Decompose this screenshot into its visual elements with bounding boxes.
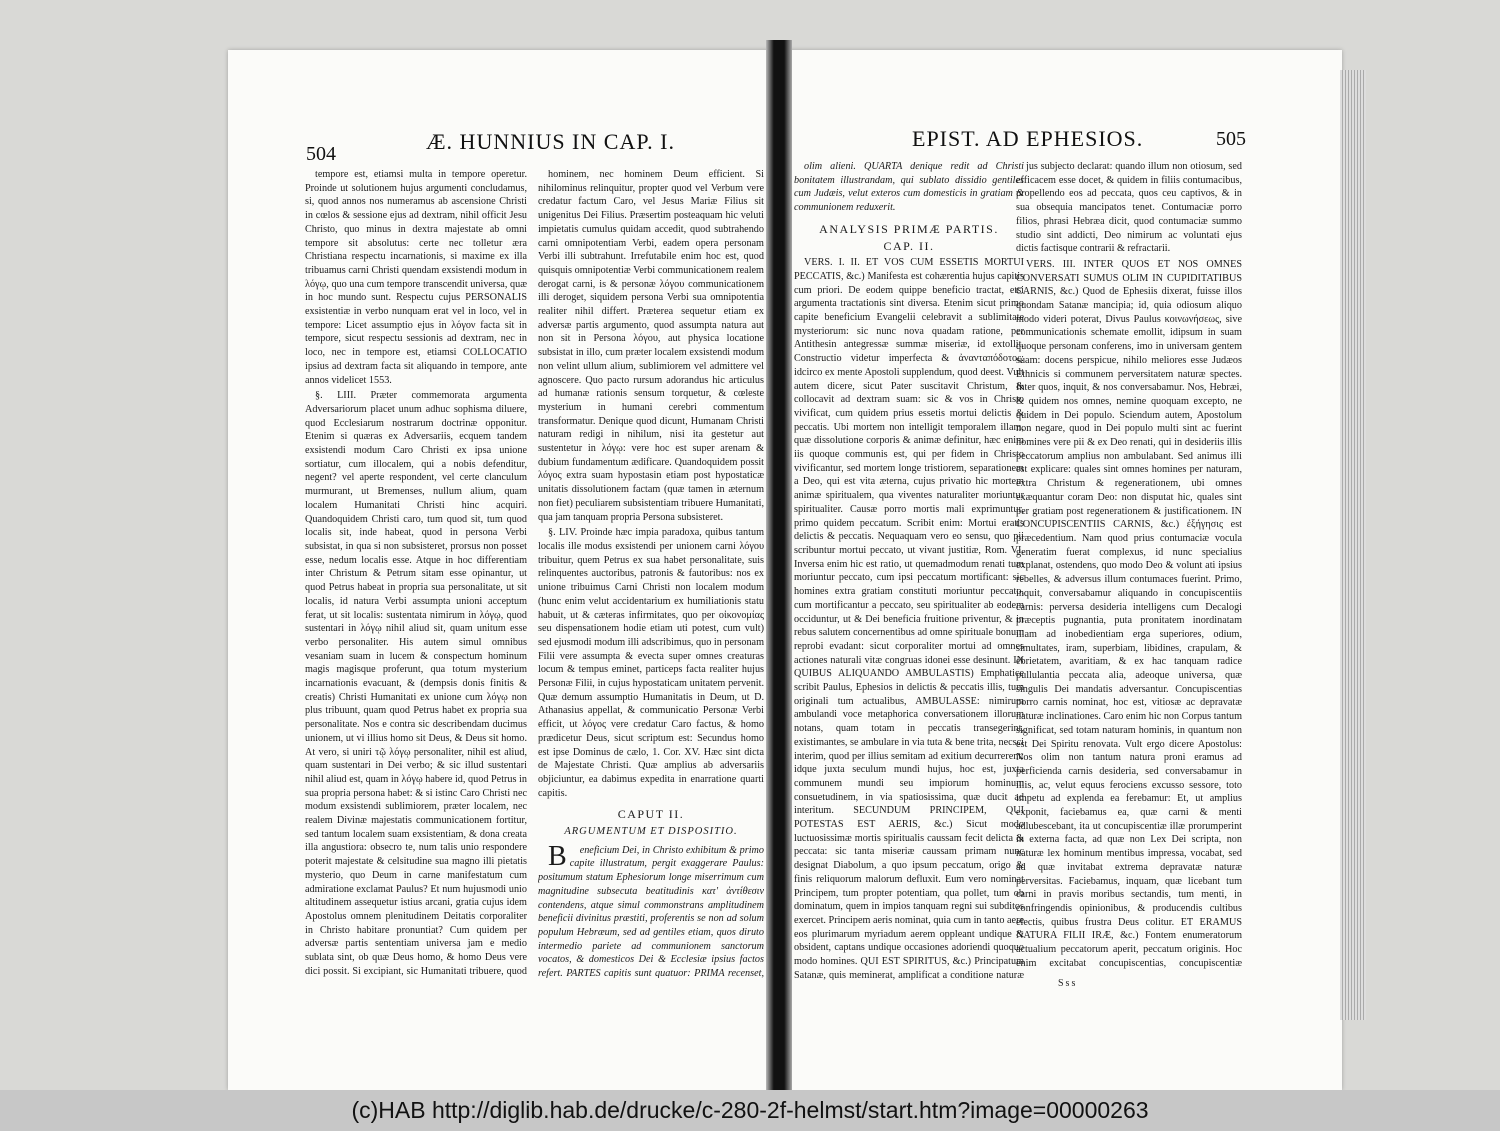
right-page-column-2 — [1016, 160, 1242, 970]
chapter-subtitle: ARGUMENTUM ET DISPOSITIO. — [564, 826, 738, 838]
right-page-number: 505 — [1216, 128, 1246, 150]
paragraph: §. LIV. Proinde hæc impia paradoxa, quibus tantum localis ille modus exsistendi per unionem carni λόγου tribuitur, quem Petrus ex sua habet personalitate, suis relinquentes auctoribus, patronis & fautoribus: nos ex unione tribuimus Carni Christi non localem modum (hunc enim velut accidentarium ex humiliationis statu habuit, ut & cæteras infirmitates, quo per οἰκονομίας seu dispensationem hodie etiam uti potest, cum vult) sed ejusmodi modum illi adscribimus, quo in personam Filii vere assumpta & evecta super omnes creaturas locum & tempus eminet, particeps facta realiter hujus Personæ Filii, in cujus hypostaticam unitatem pervenit. Quæ demum assumptio Humanitatis in Deum, ut D. Athanasius appellat, & communicatio Personæ Verbi efficit, ut λόγος vere credatur Caro factus, & homo prædicetur Deus, sicut scriptum est: Secundus homo est ipse Dominus de cælo, 1. Cor. XV. Hæc sint dicta de Majestate Christi. Quæ amplius ab adversariis objiciuntur, ea dabimus expedita in enarratione quarti capitis. — [538, 527, 764, 799]
right-page-column-1 — [794, 160, 1024, 980]
paragraph: jus subjecto declarat: quando illum non otiosum, sed efficacem esse docet, & quidem in filiis contumacibus, propellendo eos ad peccata, quos ceu captivos, & in sua obsequia mancipatos tenet. Contumaciæ porro filios, phrasi Hebræa dicit, quod contumaciæ summo studio sint addicti, Deo nimirum ac voluntati ejus dictis factisque contrarii & refractarii. — [1016, 161, 1242, 255]
book-gutter — [766, 40, 792, 1090]
left-page-column-2 — [538, 168, 764, 978]
left-page-number: 504 — [306, 143, 336, 165]
paragraph: VERS. I. II. ET VOS CUM ESSETIS MORTUI PECCATIS, &c.) Manifesta est cohærentia hujus capitis cum priori. De eodem quippe beneficio tractat, etsi argumenta tractationis sint diversa. Etenim sicut primo capite beneficium Evangelii celebravit a sublimitate mysteriorum: sic nunc nova quadam ratione, per Antithesin antegressæ summæ miseriæ, id extollit. Constructio videtur imperfecta & ἀνανταπόδοτος: idcirco ex mente Apostoli supplendum, quod deest. Vult autem dicere, sicut Pater suscitavit Christum, & collocavit ad dextram suam: sic & vos in Christo vivificat, cum quidem prius essetis mortui delictis & peccatis. Ubi mortem non intelligit temporalem illam, quæ dissolutione corporis & animæ definitur, hæc enim iis quoque communis est, qui per fidem in Christo vivificantur, sed mortem longe tristiorem, separationem a Deo, qui est vita æterna, cujus privatio hic mortem animæ spiritualem, qua viventes naturaliter moriuntur spiritualiter. Causæ porro mortis mali exprimuntur, primo quidem peccatum. Scribit enim: Mortui eratis delictis & peccatis. Nequaquam vero eo sensu, quo pii scribuntur mortui peccato, ut vivant justitiæ, Rom. VI. Inversa enim hic est ratio, ut quemadmodum renati tum moriuntur peccato, cum ipsi peccatum mortificant: sic homines extra gratiam constituti moriuntur peccato, cum mortificantur a peccato, seu spiritualiter ab eodem occiduntur, ut & Dei beneficia fruitione priventur, & in rebus salutem concernentibus ad omne spirituale bonum reprobi evadant: sicut corporaliter mortui ad omnes actiones naturali vitæ congruas idonei esse desinunt. IN QUIBUS ALIQUANDO AMBULASTIS) Emphatice scribit Paulus, Ephesios in delictis & peccatis illis, tum originali tum actualibus, AMBULASSE: nimirum ambulandi voce metaphorica conversationem illorum notans, quam totam in peccatis transegerint, existimantes, se ambulare in via tuta & bene trita, necsci interim, quod per illius semitam ad exitium decurrerent: idque juxta seculum mundi hujus, hoc est, juxta communem mundi seu impiorum hominum consuetudinem, in via spatiosissima, quæ ducit ad interitum. SECUNDUM PRINCIPEM, QUI POTESTAS EST AERIS, &c.) Sicut modo luctuosissimæ mortis spiritualis caussam fecit delicta & peccata: sic tanta miseriæ caussam primam nunc designat Diabolum, a quo ipsum peccatum, origo & finis reliquorum malorum defluxit. Eum vero nominat Principem, tum propter potentiam, qua pollet, tum ob dominatum, quem in impios tanquam regni sui subditos exercet. Principem aeris nominat, quia cum in tanto aere eos plurimarum myriadum aerem oppleant undique & obsident, captans undique occasiones adoriendi quoquo modo homines. QUI EST SPIRITUS, &c.) Principatum Satanæ, quis meminerat, amplificat a conditione naturæ — [794, 257, 1024, 980]
left-running-header: Æ. HUNNIUS IN CAP. I. — [426, 129, 675, 154]
paragraph: tempore est, etiamsi multa in tempore operetur. Proinde ut solutionem hujus argumenti concludamus, si, quod annos nos numeramus ab ascensione Christi in cœlos & sessione ejus ad dextram, nihil officit Jesu Christo, quo minus in dextra majestate ab omni tempore sit absolutus: certe nec tolletur æra Christiana respectu incarnationis, si maxime ex illa tribuamus carni Christi quendam exsistendi modum in λόγῳ, quo una cum tempore transcendit universa, quæ in hoc mundo sunt. Respectu cujus PERSONALIS exsistentiæ in verbo nunquam erat vel in loco, vel in tempore: Licet assumptio ejus in λόγον facta sit in tempore, sicut respectu sessionis ad dextram, nec in loco, nec in tempore est, etiamsi COLLOCATIO ipsius ad dextram facta sit aliquando in tempore, ante annos videlicet 1553. — [305, 169, 527, 386]
right-running-header: EPIST. AD EPHESIOS. — [912, 126, 1144, 151]
chapter-heading: CAP. II. — [883, 238, 935, 253]
paragraph: §. LIII. Præter commemorata argumenta Adversariorum placet unum adhuc sophisma diluere, quod Ecclesiarum nostrarum doctrinæ opponitur. Etenim si quæras ex Adversariis, ecquem tandem exsistendi modum Caro Christi ex ipsa unione sortiatur, cum illocalem, qui a nobis defenditur, negent? vel aperte respondent, vel certe clanculum murmurant, ut Bremenses, nullum alium, quam localem Humanitati Christi hinc acquiri. Quandoquidem Christi caro, tum quod sit, tum quod localis sit, inde habeat, quod in persona Verbi subsistat, in qua si non subsisteret, prorsus non posset esse, nedum localis esse. Atque in hoc differentiam inter Christum & Petrum sitam esse opinantur, ut quod Petrus habeat in propria sua personalitate, ut sit localis, id natura Verbi assumpta unioni acceptum ferat, ut sit localis: sustentata nimirum in λόγῳ, quod sustentari in λόγῳ nihil aliud sit, quam unitum esse verbo personaliter. His autem simul omnibus vesaniam suam in lucem & conspectum hominum magis magisque proferunt, qua totum mysterium incarnationis evacuant, & (dempsis donis finitis & creatis) Christi Humanitati ex unione cum λόγῳ non plus tribuunt, quam quod Petrus habet ex propria sua personalitate. Nos e contra sic describendam ducimus unionem, ut vi illius homo sit Deus, & Deus sit homo. At vero, si uniri τῷ λόγῳ personaliter, nihil est aliud, quam sustentari in Dei verbo; & sic illud sustentari nihil aliud est, quam in λόγῳ habere id, quod Petrus in sua propria persona habet: & si istinc Caro Christi nec modum exsistendi sublimiorem, præter localem, nec realem Divinæ majestatis communicationem fortitur, sed tantum localem suam exsistentiam, & dona creata illa angustiora: obsecro te, num talis unio respondere poterit majestate & celsitudine sua magno illi pietatis mysterio, quo Deum in carne manifestatum cum admiratione exclamat Paulus? Et num hujusmodi unio altitudinem assequetur istius arcani, gratia cujus idem Apostolus omnem plenitudinem Deitatis corporaliter in Christo habitare pronuntiat? Cum quidem per adversæ partis sententiam universa jam e medio sublata sint, ob quæ Deus homo, & homo Deus vere dici possit. Si excipiant, sic Humanitati tribuere, quod — [305, 390, 527, 977]
chapter-argument: Beneficium Dei, in Christo exhibitum & primo capite illustratum, pergit exaggerare Paulus: positumum statum Ephesiorum longe miserrimum cum magnitudine subsecuta beatitudinis κατ' ἀντίθεσιν contendens, atque simul commonstrans amplitudinem beneficii divinitus præstiti, proferentis se non ad solum populum Hebræum, sed ad gentiles etiam, quos diruto intermedio pariete ad communionem sanctorum vocatos, & domesticos Dei & Ecclesiæ ipsius factos refert. PARTES capitis sunt quatuor: PRIMA recenset, — [538, 840, 764, 978]
chapter-title: CAPUT II. — [617, 807, 685, 822]
signature-mark: Sss — [1058, 978, 1078, 989]
analysis-title: ANALYSIS PRIMÆ PARTIS. — [819, 221, 999, 236]
paragraph: hominem, nec hominem Deum efficient. Si nihilominus relinquitur, propter quod vel Verbum vere credatur factum Caro, vel Jesus Mariæ Filius sit unigenitus Dei Filius. Præsertim posteaquam hic veluti impietatis cumulus quidam accedit, quod subtrahendo carni omnipotentiam Verbi, eadem opera personam Verbi illi subtrahunt. Irrefutabile enim hoc est, quod quisquis omnipotentiæ Verbi communicationem realem derogat carni, is & personæ λόγου communicationem illi deroget, siquidem persona Verbi sua omnipotentia realiter nihil differt. Præterea sequetur etiam ex adversæ partis argumento, quod assumpta natura aut non sit in Persona λόγου, aut physica locatione subsistat in illo, cum præter localem exsistendi modum non velint ullum alium, sublimiorem vel admittere vel agnoscere. Quo pacto rursum adorandus hic articulus ad humanæ rationis sensum torquetur, & cœleste mysterium in humani cerebri commentum transformatur. Denique quod dicunt, Humanam Christi naturam redigi in nihilum, nisi ita gestetur aut sustentetur in λόγῳ: vere hoc est super arenam & dubium fundamentum ædificare. Quandoquidem possit λόγος extra suam hypostasin etiam post hypostaticæ unitatis dissolutionem factam (quæ tamen in æternum non fiet) peculiarem subsistentiam tribuere Humanitati, qua jam tanquam propria Persona subsisteret. — [538, 169, 764, 523]
page-edges — [1340, 70, 1366, 1020]
paragraph: VERS. III. INTER QUOS ET NOS OMNES CONVERSATI SUMUS OLIM IN CUPIDITATIBUS CARNIS, &c.) Quod de Ephesiis dixerat, fuisse illos quondam Satanæ mancipia; id, quia odiosum aliquo modo videri poterat, Divus Paulus κοινωνήσεως, sive communicationis schemate emollit, idipsum in suam quoque personam conferens, imo in universam gentem suam: docens perspicue, nihilo meliores esse Judæos Ethnicis si communem perversitatem naturæ spectes. Inter quos, inquit, & nos conversabamur. Nos, Hebræi, & quidem nos omnes, nemine quoquam excepto, ne quidem in Dei populo. Sciendum autem, Apostolum non negare, quod in Dei populo multi sint ac fuerint homines vere pii & ex Deo renati, qui in desideriis illis peccatorum amplius non ambulabant. Sed animus illi est explicare: quales sint omnes homines per naturam, extra Christum & regenerationem, ubi omnes exæquantur coram Deo: non disputat hic, quales sint per gratiam post regenerationem & justificationem. IN CONCUPISCENTIIS CARNIS, &c.) ἐξήγησις est præcedentium. Nam quod prius contumaciæ vocula generatim fuerat complexus, id nunc specialius explanat, ostendens, quo modo Deo & volunt ati ipsius rebelles, & adversus illum contumaces fuerint. Primo, inquit, conversabamur aliquando in concupiscentiis carnis: perversa desideria intelligens cum Decalogi præceptis pugnantia, puta pronitatem inordinatam illam ad inobedientiam erga superiores, odium, simultates, iram, superbiam, libidines, crapulam, & ebrietatem, avaritiam, & ex hac tanquam radice pullulantia peccata alia, adeoque universa, quæ singulis Dei mandatis adversantur. Concupiscentias porro carnis nominat, hoc est, vitiosæ ac depravatæ naturæ inclinationes. Caro enim hic non Corpus tantum significat, sed totam naturam hominis, in quantum non est Dei Spiritu renovata. Vult ergo dicere Apostolus: Nos olim non tantum natura proni eramus ad perficienda carnis desideria, sed conversabamur in illis, ac, velut equus ferociens excusso sessore, toto impetu ad explenda ea ferebamur: Et, ut amplius exponit, faciebamus ea, quæ carni & menti adlubescebant, ita ut concupiscentiæ illæ prorumperint in externa facta, ad quæ non Lex Dei scripta, non naturæ lex hominum mentibus impressa, vocabat, sed ad quæ invitabat extrema depravatæ naturæ perversitas. Faciebamus, inquam, quæ licebant tum carni in pravis moribus sectandis, tum menti, in confringendis opinionibus, & producendis cultibus electis, quibus frustra Deus colitur. ET ERAMUS NATURA FILII IRÆ, &c.) Fontem enumeratorum actualium peccatorum aperit, peccatum originis. Hoc enim excitabat concupiscentias, concupiscentiæ — [1016, 258, 1242, 969]
paragraph: olim alieni. QUARTA denique redit ad Christi bonitatem illustrandam, qui sublato dissidio gentiles cum Judæis, velut exteros cum domesticis in gratiam & communionem reduxerit. — [794, 161, 1024, 214]
left-page-column-1 — [305, 168, 527, 978]
source-footer: (c)HAB http://diglib.hab.de/drucke/c-280-2f-helmst/start.htm?image=00000263 — [0, 1090, 1500, 1131]
